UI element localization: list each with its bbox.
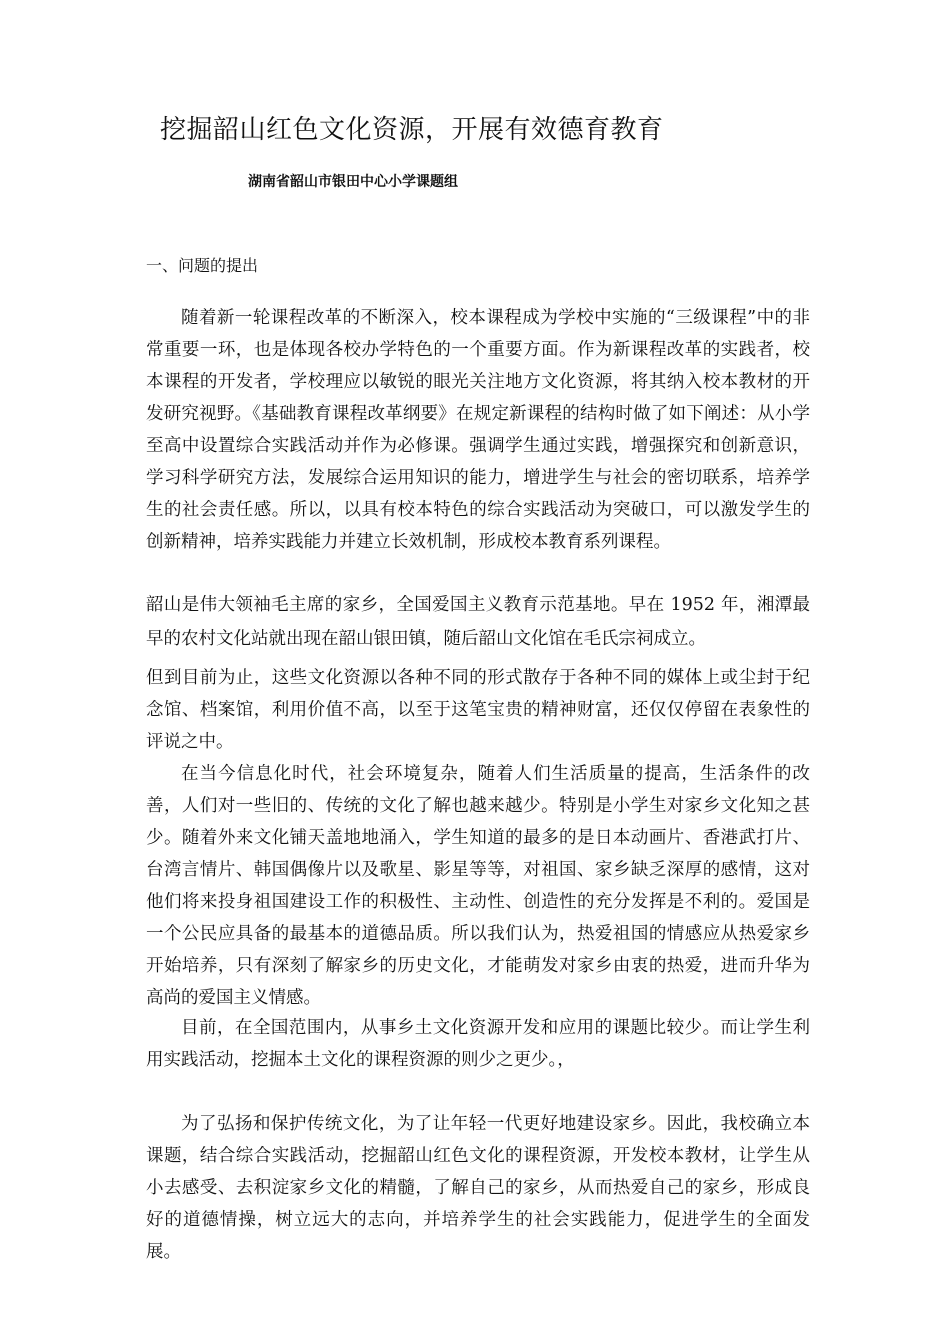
paragraph-4: 在当今信息化时代，社会环境复杂，随着人们生活质量的提高，生活条件的改善，人们对一些旧的、传统的文化了解也越来越少。特别是小学生对家乡文化知之甚少。随着外来文化铺天盖地地涌入，学生知道的最多的是日本动画片、香港武打片、台湾言情片、韩国偶像片以及歌星、影星等等，对祖国、家乡缺乏深厚的感情，这对他们将来投身祖国建设工作的积极性、主动性、创造性的充分发挥是不利的。爱国是一个公民应具备的最基本的道德品质。所以我们认为，热爱祖国的情感应从热爱家乡开始培养，只有深刻了解家乡的历史文化，才能萌发对家乡由衷的热爱，进而升华为高尚的爱国主义情感。 <box>146 763 810 1008</box>
document-title: 挖掘韶山红色文化资源，开展有效德育教育 <box>160 115 664 145</box>
paragraph-1: 随着新一轮课程改革的不断深入，校本课程成为学校中实施的“三级课程”中的非常重要一环，也是体现各校办学特色的一个重要方面。作为新课程改革的实践者，校本课程的开发者，学校理应以敏锐的眼光关注地方文化资源，将其纳入校本教材的开发研究视野。《基础教育课程改革纲要》在规定新课程的结构时做了如下阐述：从小学至高中设置综合实践活动并作为必修课。强调学生通过实践，增强探究和创新意识，学习科学研究方法，发展综合运用知识的能力，增进学生与社会的密切联系，培养学生的社会责任感。所以，以具有校本特色的综合实践活动为突破口，可以激发学生的创新精神，培养实践能力并建立长效机制，形成校本教育系列课程。 <box>146 307 810 552</box>
paragraph-3: 但到目前为止，这些文化资源以各种不同的形式散存于各种不同的媒体上或尘封于纪念馆、档案馆，利用价值不高，以至于这笔宝贵的精神财富，还仅仅停留在表象性的评说之中。 <box>146 667 810 752</box>
paragraph-5: 目前，在全国范围内，从事乡土文化资源开发和应用的课题比较少。而让学生利用实践活动，挖掘本土文化的课程资源的则少之更少。， <box>146 1017 810 1070</box>
section-heading: 一、问题的提出 <box>146 256 259 275</box>
paragraph-6: 为了弘扬和保护传统文化，为了让年轻一代更好地建设家乡。因此，我校确立本课题，结合综合实践活动，挖掘韶山红色文化的课程资源，开发校本教材，让学生从小去感受、去积淀家乡文化的精髓，了解自己的家乡，从而热爱自己的家乡，形成良好的道德情操，树立远大的志向，并培养学生的社会实践能力，促进学生的全面发展。 <box>146 1113 810 1262</box>
document-author: 湖南省韶山市银田中心小学课题组 <box>248 174 458 190</box>
paragraph-2: 韶山是伟大领袖毛主席的家乡，全国爱国主义教育示范基地。早在 1952 年，湘潭最早的农村文化站就出现在韶山银田镇，随后韶山文化馆在毛氏宗祠成立。 <box>146 594 810 649</box>
